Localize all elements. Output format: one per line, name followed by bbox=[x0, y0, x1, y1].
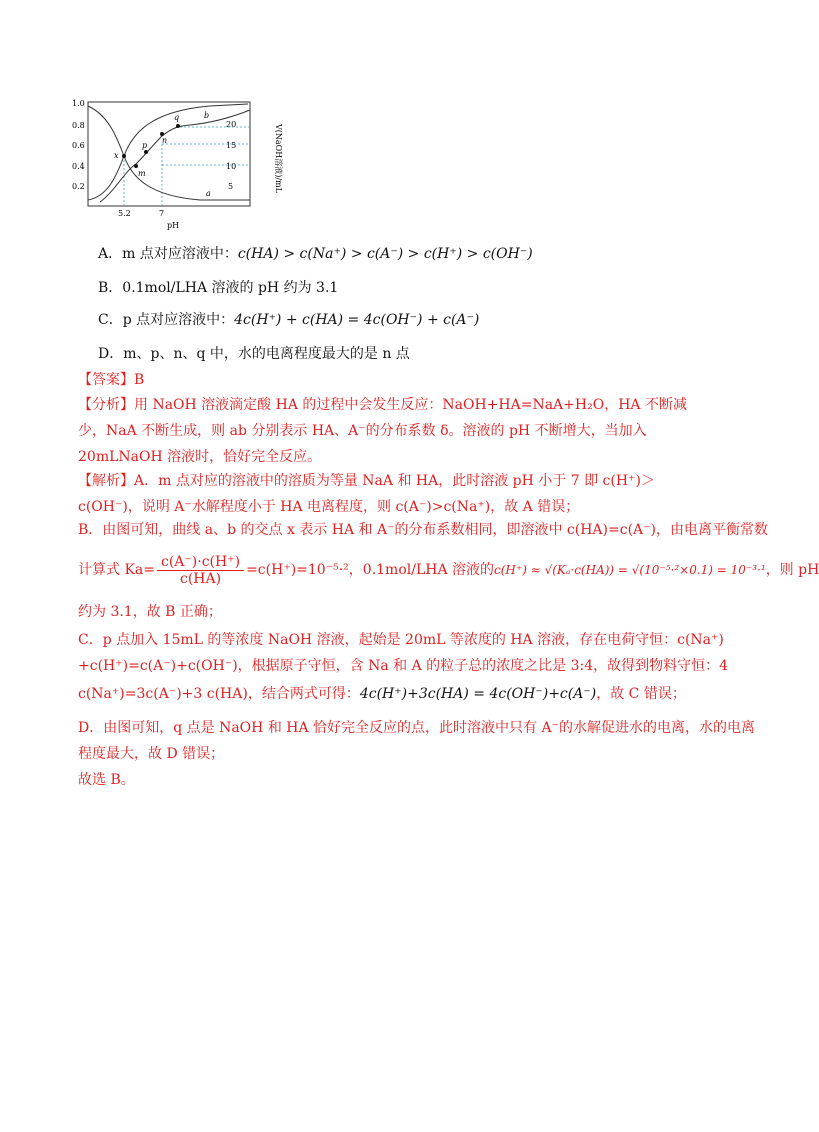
option-c-prefix: C．p 点对应溶液中： bbox=[98, 312, 235, 328]
x-axis-label: pH bbox=[167, 221, 180, 230]
left-tick: 0.4 bbox=[72, 162, 85, 171]
x-tick: 7 bbox=[159, 209, 165, 218]
explain-d1: D．由图可知，q 点是 NaOH 和 HA 恰好完全反应的点，此时溶液中只有 A⁻的水解促进水的电离，水的电离 bbox=[78, 720, 755, 736]
ka-fraction bbox=[157, 554, 244, 587]
label-p: p bbox=[142, 141, 148, 150]
explain-b2-expr: c(H⁺) ≈ √(Kₐ·c(HA)) = √(10⁻⁵·²×0.1) = 10⁻³·¹ bbox=[494, 563, 766, 577]
explain-b2-prefix: 计算式 Ka= bbox=[78, 562, 155, 578]
point-p bbox=[144, 150, 148, 154]
explain-b1: B．由图可知，曲线 a、b 的交点 x 表示 HA 和 A⁻的分布系数相同，即溶液中 c(HA)=c(A⁻)，由电离平衡常数 bbox=[78, 522, 768, 538]
point-q bbox=[176, 124, 180, 128]
label-m: m bbox=[138, 169, 146, 178]
explain-c1: C．p 点加入 15mL 的等浓度 NaOH 溶液，起始是 20mL 等浓度的 HA 溶液，存在电荷守恒：c(Na⁺) bbox=[78, 632, 724, 648]
ka-denominator: c(HA) bbox=[179, 570, 222, 587]
explain-end: 故选 B。 bbox=[78, 772, 135, 788]
left-tick: 0.6 bbox=[72, 141, 85, 150]
option-b: B．0.1mol/LHA 溶液的 pH 约为 3.1 bbox=[98, 280, 339, 296]
right-tick: 20 bbox=[226, 120, 237, 129]
ka-numerator: c(A⁻)·c(H⁺) bbox=[157, 554, 244, 571]
point-m bbox=[134, 164, 138, 168]
explain-c3-expr: 4c(H⁺)+3c(HA) = 4c(OH⁻)+c(A⁻) bbox=[359, 686, 597, 702]
explain-c2: +c(H⁺)=c(A⁻)+c(OH⁻)，根据原子守恒，含 Na 和 A 的粒子总的浓度之比是 3:4，故得到物料守恒：4 bbox=[78, 658, 729, 674]
explain-c3 bbox=[78, 684, 686, 704]
left-tick: 0.8 bbox=[72, 121, 85, 130]
explain-b2-tail: ，则 pH bbox=[765, 562, 819, 578]
option-c bbox=[98, 310, 479, 330]
analysis: 【分析】用 NaOH 溶液滴定酸 HA 的过程中会发生反应：NaOH+HA=NaA+H₂O，HA 不断减少，NaA 不断生成，则 ab 分别表示 HA、A⁻的分布系数 δ。溶液的 pH 不断增大，当加入 20mLNaOH 溶液时，恰好完全反应。 bbox=[78, 397, 687, 465]
label-a: a bbox=[206, 189, 211, 198]
point-x bbox=[122, 154, 126, 158]
titration-figure bbox=[70, 96, 290, 236]
right-tick: 5 bbox=[228, 182, 234, 191]
label-n: n bbox=[162, 136, 168, 145]
explain-a: 【解析】A．m 点对应的溶液中的溶质为等量 NaA 和 HA，此时溶液 pH 小于 7 即 c(H⁺)＞c(OH⁻)，说明 A⁻水解程度小于 HA 电离程度，则 c(A⁻)>c(Na⁺)，故 A 错误； bbox=[78, 473, 655, 515]
label-x: x bbox=[114, 151, 119, 160]
explain-b2-mid: =c(H⁺)=10⁻⁵·²，0.1mol/LHA 溶液的 bbox=[246, 562, 495, 578]
option-a-expr: c(HA) > c(Na⁺) > c(A⁻) > c(H⁺) > c(OH⁻) bbox=[237, 246, 533, 262]
explain-b2 bbox=[78, 550, 819, 590]
explain-b3: 约为 3.1，故 B 正确； bbox=[78, 604, 222, 620]
right-tick: 15 bbox=[226, 141, 237, 150]
label-q: q bbox=[174, 113, 180, 122]
option-a bbox=[98, 244, 533, 264]
left-tick: 0.2 bbox=[72, 182, 85, 191]
option-c-expr: 4c(H⁺) + c(HA) = 4c(OH⁻) + c(A⁻) bbox=[234, 312, 480, 328]
explain-c3-tail: ，故 C 错误； bbox=[596, 686, 686, 702]
option-a-prefix: A．m 点对应溶液中： bbox=[98, 246, 238, 262]
label-b: b bbox=[204, 111, 210, 120]
explain-d2: 程度最大，故 D 错误； bbox=[78, 746, 225, 762]
right-tick: 10 bbox=[226, 162, 237, 171]
explain-c3-prefix: c(Na⁺)=3c(A⁻)+3 c(HA)，结合两式可得： bbox=[78, 686, 360, 702]
left-tick: 1.0 bbox=[72, 99, 85, 108]
x-tick: 5.2 bbox=[118, 209, 131, 218]
right-axis-label: V(NaOH溶液)/mL bbox=[274, 124, 283, 193]
answer: 【答案】B bbox=[78, 372, 145, 388]
option-d: D．m、p、n、q 中，水的电离程度最大的是 n 点 bbox=[98, 346, 410, 362]
